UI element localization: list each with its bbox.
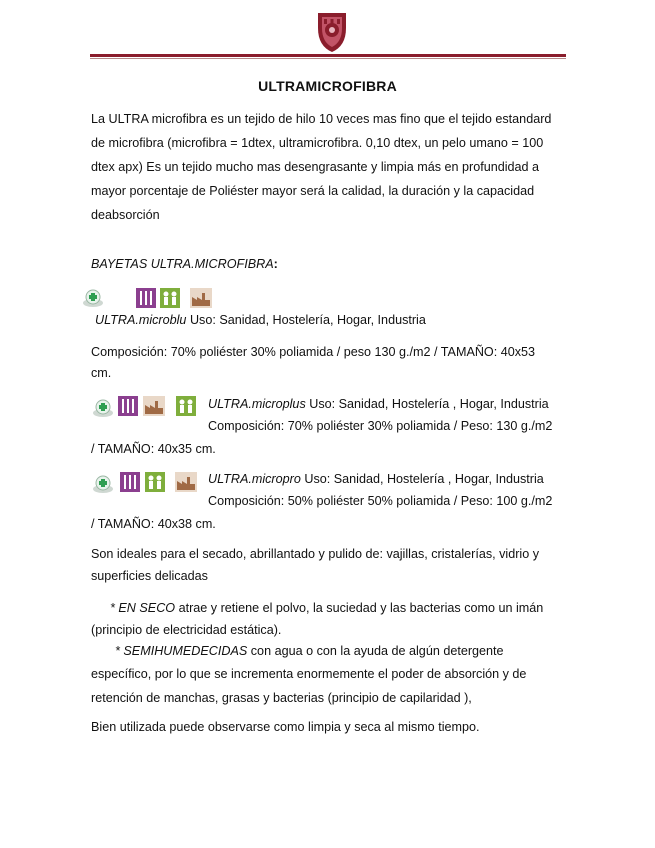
- intro-line: de microfibra (microfibra = 1dtex, ultramicrofibra. 0,10 dtex, un pelo umano = 100: [91, 136, 544, 150]
- semi-line: [115, 643, 504, 659]
- family-icon: [145, 472, 165, 492]
- family-icon: [160, 288, 180, 308]
- product-1-heading: [95, 312, 426, 328]
- product-2-composition: Composición: 70% poliéster 30% poliamida / Peso: 130 g./m2: [208, 419, 553, 433]
- header-rule: [90, 54, 566, 57]
- intro-line: dtex apx) Es un tejido mucho mas desengrasante y limpia más en profundidad a: [91, 160, 540, 174]
- header-rule-thin: [90, 58, 566, 59]
- cutlery-icon: [118, 396, 138, 416]
- factory-icon: [143, 396, 163, 416]
- factory-icon: [175, 472, 195, 492]
- product-name: ULTRA.microplus: [208, 397, 306, 411]
- cutlery-icon: [136, 288, 156, 308]
- product-3-composition: Composición: 50% poliéster 50% poliamida / Peso: 100 g./m2: [208, 494, 553, 508]
- intro-line: deabsorción: [91, 208, 160, 222]
- health-icon: [92, 474, 112, 494]
- product-1-composition-cont: cm.: [91, 366, 112, 380]
- semi-line-cont: específico, por lo que se incrementa enormemente el poder de absorción y de: [91, 667, 527, 681]
- en-seco-text: atrae y retiene el polvo, la suciedad y las bacterias como un imán: [175, 601, 544, 615]
- product-3-heading: [208, 471, 544, 487]
- semi-text: con agua o con la ayuda de algún detergente: [247, 644, 504, 658]
- en-seco-line: [110, 600, 543, 616]
- section-heading-text: BAYETAS ULTRA.MICROFIBRA: [91, 257, 274, 271]
- semi-line-cont: retención de manchas, grasas y bacterias (principio de capilaridad ),: [91, 691, 472, 705]
- semi-label: * SEMIHUMEDECIDAS: [115, 644, 248, 658]
- intro-line: La ULTRA microfibra es un tejido de hilo 10 veces mas fino que el tejido estandard: [91, 112, 552, 126]
- closing-line: Bien utilizada puede observarse como limpia y seca al mismo tiempo.: [91, 720, 480, 734]
- section-heading-colon: :: [273, 257, 278, 271]
- en-seco-line-cont: (principio de electricidad estática).: [91, 623, 282, 637]
- product-uso: Uso: Sanidad, Hostelería, Hogar, Industria: [186, 313, 426, 327]
- institution-logo: [315, 10, 349, 54]
- intro-line: mayor porcentaje de Poliéster mayor será la calidad, la duración y la capacidad: [91, 184, 535, 198]
- product-2-composition-cont: / TAMAÑO: 40x35 cm.: [91, 442, 216, 456]
- ideal-line: Son ideales para el secado, abrillantado y pulido de: vajillas, cristalerías, vidrio y: [91, 547, 540, 561]
- health-icon: [92, 398, 112, 418]
- product-3-composition-cont: / TAMAÑO: 40x38 cm.: [91, 517, 216, 531]
- product-2-heading: [208, 396, 549, 412]
- page-title: ULTRAMICROFIBRA: [258, 78, 397, 94]
- product-name: ULTRA.microblu: [95, 313, 187, 327]
- product-1-composition: Composición: 70% poliéster 30% poliamida / peso 130 g./m2 / TAMAÑO: 40x53: [91, 345, 536, 359]
- section-heading: [91, 256, 278, 272]
- en-seco-label: * EN SECO: [110, 601, 176, 615]
- health-icon: [82, 288, 102, 308]
- product-name: ULTRA.micropro: [208, 472, 301, 486]
- family-icon: [176, 396, 196, 416]
- product-uso: Uso: Sanidad, Hostelería , Hogar, Industria: [305, 397, 549, 411]
- product-uso: Uso: Sanidad, Hostelería , Hogar, Industria: [300, 472, 544, 486]
- ideal-line: superficies delicadas: [91, 569, 208, 583]
- factory-icon: [190, 288, 210, 308]
- cutlery-icon: [120, 472, 140, 492]
